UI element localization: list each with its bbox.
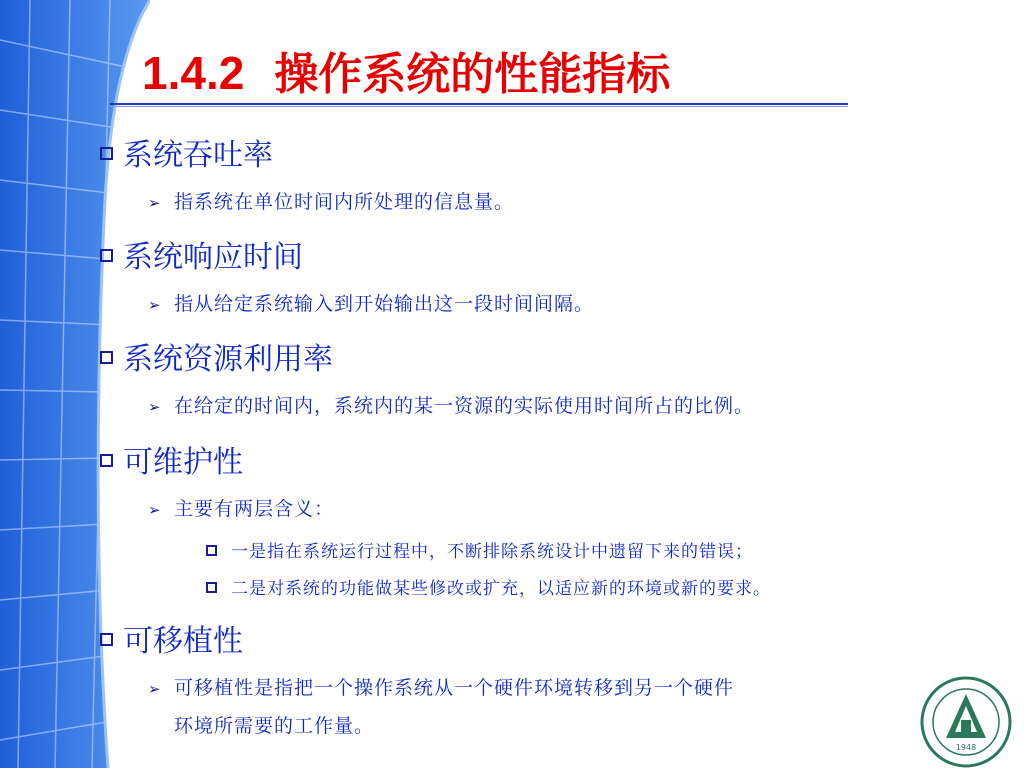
square-bullet-icon <box>100 454 113 467</box>
section-heading: 系统吞吐率 <box>100 130 273 174</box>
small-square-bullet-icon <box>206 582 217 593</box>
section-heading: 系统资源利用率 <box>100 334 333 378</box>
list-item-continuation: 环境所需要的工作量。 <box>174 715 375 737</box>
seal-year: 1948 <box>955 743 977 752</box>
sub-list-item: 二是对系统的功能做某些修改或扩充，以适应新的环境或新的要求。 <box>206 574 771 599</box>
list-item: ➢ 主要有两层含义： <box>148 498 335 520</box>
university-seal-icon <box>920 676 1012 768</box>
list-item: ➢ 在给定的时间内，系统内的某一资源的实际使用时间所占的比例。 <box>148 395 755 417</box>
square-bullet-icon <box>100 351 113 364</box>
square-bullet-icon <box>100 633 113 646</box>
section-heading: 可移植性 <box>100 616 243 660</box>
arrow-bullet-icon: ➢ <box>148 501 162 519</box>
section-heading: 可维护性 <box>100 437 243 481</box>
list-item: ➢ 可移植性是指把一个操作系统从一个硬件环境转移到另一个硬件 <box>148 677 735 699</box>
title-number: 1.4.2 <box>142 47 245 99</box>
arrow-bullet-icon: ➢ <box>148 398 162 416</box>
title-text: 操作系统的性能指标 <box>274 49 671 100</box>
arrow-bullet-icon: ➢ <box>148 194 162 212</box>
sub-list-item: 一是指在系统运行过程中，不断排除系统设计中遗留下来的错误； <box>206 537 753 562</box>
arrow-bullet-icon: ➢ <box>148 296 162 314</box>
small-square-bullet-icon <box>206 545 217 556</box>
square-bullet-icon <box>100 249 113 262</box>
section-heading: 系统响应时间 <box>100 232 303 276</box>
square-bullet-icon <box>100 147 113 160</box>
list-item: ➢ 指从给定系统输入到开始输出这一段时间间隔。 <box>148 293 595 315</box>
list-item: ➢ 指系统在单位时间内所处理的信息量。 <box>148 191 515 213</box>
arrow-bullet-icon: ➢ <box>148 680 162 698</box>
